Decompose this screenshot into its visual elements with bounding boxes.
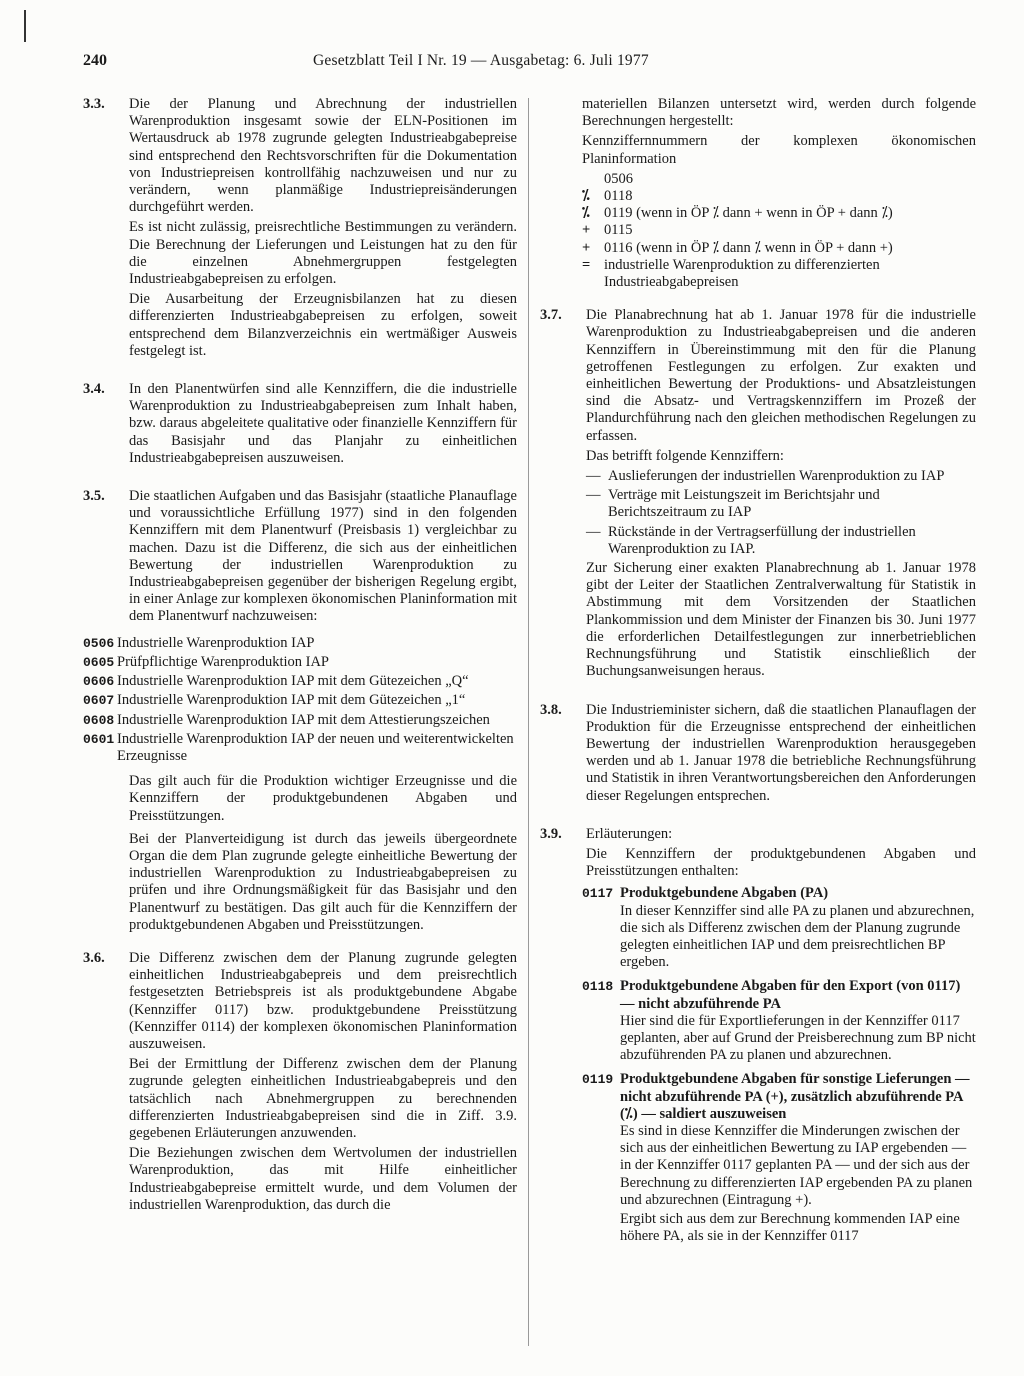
formula-line	[582, 188, 976, 205]
formula-line	[582, 171, 976, 188]
section-number: 3.5.	[83, 488, 105, 505]
definition-body	[620, 903, 976, 974]
code-text: Industrielle Warenproduktion IAP mit dem Gütezeichen „Q“	[117, 673, 469, 690]
paragraph: Es sind in diese Kennziffer die Minderungen zwischen der sich aus der einheitlichen Bewertung zu IAP ergebenden — in der Kennziffer 0117 geplanten PA — und der sich aus der Berechnung zu differenzierten IAP ergebenden PA zu planen und abzurechnen (Eintragung +).	[620, 1122, 973, 1208]
page-number: 240	[83, 52, 107, 69]
right-column	[540, 96, 976, 1250]
section-3-7	[540, 307, 976, 683]
column-divider	[528, 98, 529, 1346]
continued-text	[582, 96, 976, 291]
section-number: 3.7.	[540, 307, 562, 324]
formula-line	[582, 222, 976, 239]
header-title: Gesetzblatt Teil I Nr. 19 — Ausgabetag: 6. Juli 1977	[313, 52, 649, 69]
margin-mark	[24, 10, 26, 42]
code-text: Prüfpflichtige Warenproduktion IAP	[117, 653, 329, 670]
section-number: 3.4.	[83, 381, 105, 398]
definitions	[582, 885, 976, 1250]
paragraph: Das gilt auch für die Produktion wichtiger Erzeugnisse und die Kennziffern der produktgebundenen Abgaben und Preisstützungen.	[129, 773, 517, 824]
definition-title: Produktgebundene Abgaben für sonstige Lieferungen — nicht abzuführende PA (+), zusätzlich abzuführende PA (⁒) — saldiert auszuweisen	[620, 1071, 970, 1122]
definition-item	[582, 1071, 976, 1250]
code-text: Industrielle Warenproduktion IAP	[117, 634, 315, 651]
code-item	[83, 673, 517, 690]
formula-symbol: =	[582, 256, 591, 273]
paragraph: materiellen Bilanzen untersetzt wird, werden durch folgende Berechnungen hergestellt:	[582, 96, 976, 130]
list-item-text: Verträge mit Leistungszeit im Berichtsjahr und Berichtszeitraum zu IAP	[608, 487, 880, 521]
paragraph: Bei der Planverteidigung ist durch das jeweils übergeordnete Organ die dem Plan zugrunde gelegte einheitliche Bewertung der industriellen Warenproduktion zu Industrieabgabepreisen zu prüfen und ihre Ordnungsmäßigkeit für das Basisjahr und den Planentwurf zu bestätigen. Das gilt auch für die Kennziffern der produktgebundenen Abgaben und Preisstützungen.	[129, 830, 517, 933]
code-number: 0605	[83, 654, 115, 670]
code-item	[83, 692, 517, 709]
code-number: 0117	[582, 886, 614, 902]
code-number: 0601	[83, 731, 115, 747]
code-text: Industrielle Warenproduktion IAP der neuen und weiterentwickelten Erzeugnisse	[117, 730, 514, 764]
list-item: — Auslieferungen der industriellen Warenproduktion zu IAP	[586, 468, 976, 485]
section-number: 3.3.	[83, 96, 105, 112]
paragraph: Die Beziehungen zwischen dem Wertvolumen der industriellen Warenproduktion, das mit Hilfe einheitlicher Industrieabgabepreise ermittelt wurde, und dem Volumen der industriellen Warenproduktion, das durch die	[129, 1145, 517, 1213]
code-item	[83, 731, 517, 765]
definition-item	[582, 885, 976, 976]
formula-symbol: ⁒	[582, 188, 591, 205]
code-number: 0119	[582, 1072, 614, 1088]
formula-list	[582, 171, 976, 291]
formula-text: industrielle Warenproduktion zu differenzierten Industrieabgabepreisen	[604, 256, 880, 291]
definition-body	[620, 1013, 976, 1067]
section-number: 3.6.	[83, 949, 105, 966]
definition-title: Produktgebundene Abgaben (PA)	[620, 885, 829, 902]
code-item	[83, 712, 517, 729]
formula-text: 0506	[604, 170, 633, 187]
formula-symbol: +	[582, 222, 591, 239]
formula-text: 0119 (wenn in ÖP ⁒ dann + wenn in ÖP + dann ⁒)	[604, 205, 893, 222]
section-3-5	[83, 488, 517, 629]
paragraph: Hier sind die für Exportlieferungen in der Kennziffer 0117 geplanten, aber auf Grund der Preisberechnung zum BP nicht abzuführenden PA zu planen und abzurechnen.	[620, 1012, 976, 1064]
section-3-3	[83, 96, 517, 363]
formula-text: 0115	[604, 222, 633, 239]
paragraph: Die Industrieminister sichern, daß die staatlichen Planauflagen der Produktion für die Erzeugnisse entsprechend der einheitlichen Bewertung der industriellen Warenproduktion herausgegeben werden und ab 1. Januar 1978 die betriebliche Rechnungsführung und Statistik in ihren Verantwortungsbereichen den Anforderungen dieser Regelungen entsprechen.	[586, 701, 976, 804]
paragraph: Erläuterungen:	[586, 825, 673, 842]
left-column	[83, 96, 517, 1235]
code-number: 0606	[83, 674, 115, 690]
code-text: Industrielle Warenproduktion IAP mit dem Gütezeichen „1“	[117, 692, 466, 709]
code-number: 0506	[83, 635, 115, 651]
code-item	[83, 654, 517, 671]
paragraph: Die Kennziffern der produktgebundenen Abgaben und Preisstützungen enthalten:	[586, 845, 976, 880]
code-text: Industrielle Warenproduktion IAP mit dem Attestierungszeichen	[117, 711, 490, 728]
section-3-9	[540, 826, 976, 884]
code-number: 0608	[83, 712, 115, 728]
code-list	[83, 635, 517, 765]
section-3-4	[83, 381, 517, 470]
section-3-8	[540, 702, 976, 808]
formula-symbol: ⁒	[582, 205, 591, 222]
paragraph: Die der Planung und Abrechnung der industriellen Warenproduktion insgesamt sowie der ELN-Positionen im Wertausdruck ab 1978 zugrunde gelegten Industrieabgabepreise sind entsprechend den Rechtsvorschriften für die Dokumentation von Industriepreisen kontrollfähig nachzuweisen und nur zu verändern, wenn planmäßige Industriepreisänderungen durchgeführt werden.	[129, 96, 517, 216]
page-header	[83, 52, 979, 74]
formula-line	[582, 205, 976, 222]
paragraph: In dieser Kennziffer sind alle PA zu planen und abzurechnen, die sich als Differenz zwischen dem der Planung zugrunde gelegten einheitlichen IAP und dem preisrechtlichen BP ergeben.	[620, 902, 975, 971]
paragraph: Ergibt sich aus dem zur Berechnung kommenden IAP eine höhere PA, als sie in der Kennziffer 0117	[620, 1210, 960, 1245]
paragraph: Zur Sicherung einer exakten Planabrechnung ab 1. Januar 1978 gibt der Leiter der Staatlichen Zentralverwaltung für Statistik in Abstimmung mit dem Vorsitzenden der Staatlichen Plankommission und dem Minister der Finanzen bis 30. Juni 1977 die erforderlichen Detailfestlegungen zur innerbetrieblichen Rechnungsführung und Statistik einschließlich der Buchungsanweisungen heraus.	[586, 560, 976, 680]
formula-line	[582, 257, 976, 291]
code-item	[83, 635, 517, 652]
formula-line	[582, 240, 976, 257]
paragraph: Die Ausarbeitung der Erzeugnisbilanzen hat zu diesen differenzierten Industrieabgabepreisen zu erfolgen, soweit entsprechend dem Bilanzverzeichnis ein wertmäßiger Ausweis festgelegt ist.	[129, 291, 517, 359]
list-item: — Verträge mit Leistungszeit im Berichtsjahr und Berichtszeitraum zu IAP	[586, 487, 976, 521]
definition-title: Produktgebundene Abgaben für den Export (von 0117) — nicht abzuführende PA	[620, 978, 961, 1012]
paragraph: Die Planabrechnung hat ab 1. Januar 1978 für die industrielle Warenproduktion zu Industrieabgabepreisen und die anderen Kennziffern in Übereinstimmung mit den für die Planung getroffenen Festlegungen zu erfolgen. Zur exakten und einheitlichen Bewertung der Produktions- und Absatzleistungen sind die Absatz- und Vertragskennziffern im Prozeß der Plandurchführung nach den gleichen methodischen Regelungen zu erfassen.	[586, 307, 976, 444]
section-3-6	[83, 950, 517, 1217]
code-number: 0118	[582, 979, 614, 995]
paragraph: In den Planentwürfen sind alle Kennziffern, die die industrielle Warenproduktion zu Industrieabgabepreisen zum Inhalt haben, bzw. daraus abgeleitete qualitative oder finanzielle Kennziffern für das Basisjahr und das Planjahr zu einheitlichen Industrieabgabepreisen auszuweisen.	[129, 381, 517, 466]
section-3-5-continued	[129, 773, 517, 934]
formula-text: 0116 (wenn in ÖP ⁒ dann ⁒ wenn in ÖP + dann +)	[604, 239, 893, 256]
code-number: 0607	[83, 693, 115, 709]
definition-item	[582, 978, 976, 1069]
paragraph: Es ist nicht zulässig, preisrechtliche Bestimmungen zu verändern. Die Berechnung der Lieferungen und Leistungen hat zu den für die einzelnen Abnehmergruppen festgelegten Industrieabgabepreisen zu erfolgen.	[129, 219, 517, 288]
formula-symbol	[582, 171, 604, 188]
section-number: 3.8.	[540, 701, 562, 718]
definition-body	[620, 1123, 976, 1247]
formula-symbol: +	[582, 239, 591, 256]
paragraph: Das betrifft folgende Kennziffern:	[586, 447, 784, 464]
list-item-text: Rückstände in der Vertragserfüllung der industriellen Warenproduktion zu IAP.	[608, 523, 916, 557]
list-item-text: Auslieferungen der industriellen Warenproduktion zu IAP	[608, 468, 945, 485]
section-number: 3.9.	[540, 825, 562, 842]
paragraph: Die staatlichen Aufgaben und das Basisjahr (staatliche Planauflage und voraussichtliche Erfüllung 1977) sind in den folgenden Kennziffern mit dem Planentwurf (Preisbasis 1) vergleichbar zu machen. Dazu ist die Differenz, die sich aus der einheitlichen Bewertung der industriellen Warenproduktion zu Industrieabgabepreisen gegenüber der bisherigen Regelung ergibt, in einer Anlage zur komplexen ökonomischen Planinformation mit dem Planentwurf nachzuweisen:	[129, 488, 517, 625]
list-item: — Rückstände in der Vertragserfüllung der industriellen Warenproduktion zu IAP.	[586, 524, 976, 558]
paragraph: Die Differenz zwischen dem der Planung zugrunde gelegten einheitlichen Industrieabgabepreis und dem preisrechtlich festgesetzten Betriebspreis ist als produktgebundene Abgabe (Kennziffer 0117) bzw. produktgebundene Preisstützung (Kennziffer 0114) der komplexen ökonomischen Planinformation auszuweisen.	[129, 949, 517, 1052]
formula-text: 0118	[604, 188, 633, 205]
paragraph: Bei der Ermittlung der Differenz zwischen dem der Planung zugrunde gelegten einheitlichen Industrieabgabepreis und den tatsächlich nach Abnehmergruppen zu berechnenden differenzierten Industrieabgabepreisen sind die in Ziff. 3.9. gegebenen Erläuterungen anzuwenden.	[129, 1056, 517, 1141]
paragraph: Kennziffernnummern der komplexen ökonomischen Planinformation	[582, 133, 976, 167]
